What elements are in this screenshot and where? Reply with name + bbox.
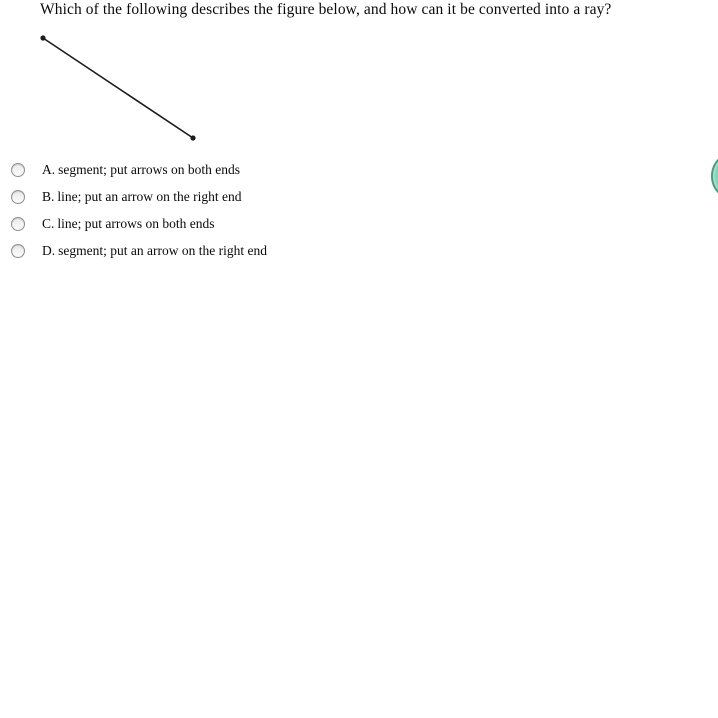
option-label-d [42,243,267,259]
option-row-d[interactable] [11,237,267,264]
option-letter-a: A. [42,161,56,177]
radio-button-a[interactable] [11,163,25,177]
segment-endpoint-left-dot [40,35,45,40]
option-letter-c: C. [42,215,55,231]
option-label-c [42,216,215,232]
answer-options [11,156,267,264]
option-row-a[interactable] [11,156,267,183]
radio-button-b[interactable] [11,190,25,204]
segment-figure [35,30,205,146]
option-letter-d: D. [42,242,56,258]
option-row-b[interactable] [11,183,267,210]
radio-button-d[interactable] [11,244,25,258]
edge-circle-button[interactable] [711,151,718,201]
option-text-d: segment; put an arrow on the right end [58,242,267,258]
option-letter-b: B. [42,188,55,204]
option-text-b: line; put an arrow on the right end [57,188,242,204]
option-label-b [42,189,241,205]
option-text-c: line; put arrows on both ends [57,215,215,231]
segment-endpoint-right-dot [190,135,195,140]
radio-button-c[interactable] [11,217,25,231]
question-text: Which of the following describes the figure below, and how can it be converted into a ray? [40,1,612,18]
option-text-a: segment; put arrows on both ends [58,161,240,177]
segment-line [43,38,193,138]
option-label-a [42,162,240,178]
option-row-c[interactable] [11,210,267,237]
